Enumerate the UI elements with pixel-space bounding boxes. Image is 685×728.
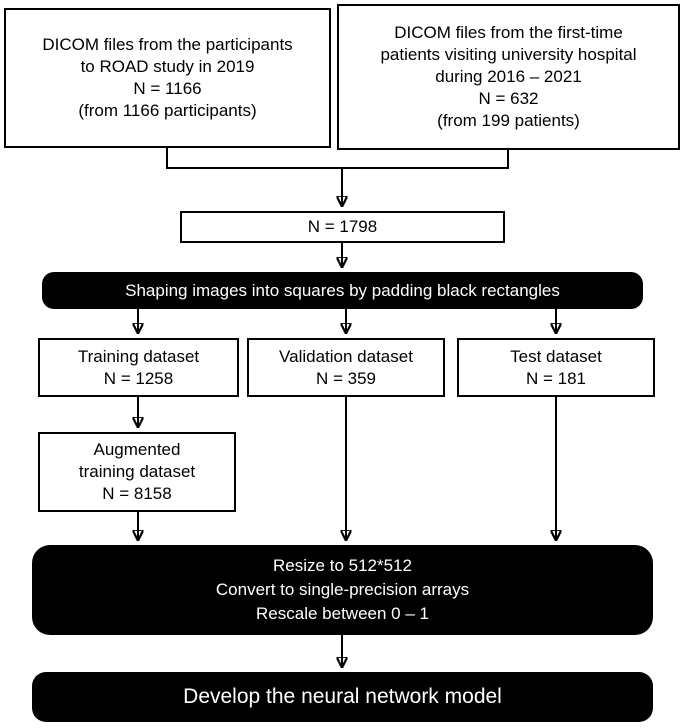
node-text-line: Test dataset	[510, 346, 602, 366]
node-total-count	[180, 211, 505, 243]
node-text-line: N = 8158	[102, 484, 172, 503]
node-text-line: N = 181	[525, 368, 586, 388]
connector-merge-sources	[167, 148, 508, 168]
node-text-line: N = 1166	[133, 79, 202, 98]
node-text-line: Develop the neural network model	[183, 685, 502, 708]
node-text-line: Validation dataset	[279, 346, 413, 366]
node-training-dataset	[38, 338, 239, 397]
node-text-line: Rescale between 0 – 1	[256, 604, 429, 623]
node-text-line: (from 199 patients)	[437, 111, 580, 130]
node-text-line: training dataset	[78, 462, 196, 481]
node-text-line: Convert to single-precision arrays	[215, 580, 470, 599]
node-text-line: during 2016 – 2021	[435, 67, 582, 86]
node-text-line: DICOM files from the first-time	[394, 23, 623, 42]
node-text-line: N = 1798	[307, 217, 378, 236]
node-source-hospital-patients	[337, 4, 680, 150]
node-validation-dataset	[247, 338, 445, 397]
node-text-line: to ROAD study in 2019	[80, 57, 255, 76]
node-augmented-training-dataset	[38, 432, 236, 512]
node-test-dataset	[457, 338, 655, 397]
node-text-line: N = 632	[478, 89, 539, 108]
node-text-line: patients visiting university hospital	[380, 45, 637, 64]
node-text-line: N = 359	[315, 368, 376, 388]
node-text-line: (from 1166 participants)	[78, 101, 257, 120]
node-text-line: Training dataset	[77, 346, 200, 366]
node-text-line: DICOM files from the participants	[42, 35, 293, 54]
node-text-line: Shaping images into squares by padding black rectangles	[125, 280, 560, 300]
node-preprocess-step	[32, 545, 653, 635]
node-shaping-step	[42, 272, 643, 309]
node-source-road-study	[4, 8, 331, 148]
node-text-line: Augmented	[93, 440, 181, 459]
node-text-line: N = 1258	[103, 368, 174, 388]
node-develop-model-step	[32, 672, 653, 722]
node-text-line: Resize to 512*512	[273, 556, 412, 575]
